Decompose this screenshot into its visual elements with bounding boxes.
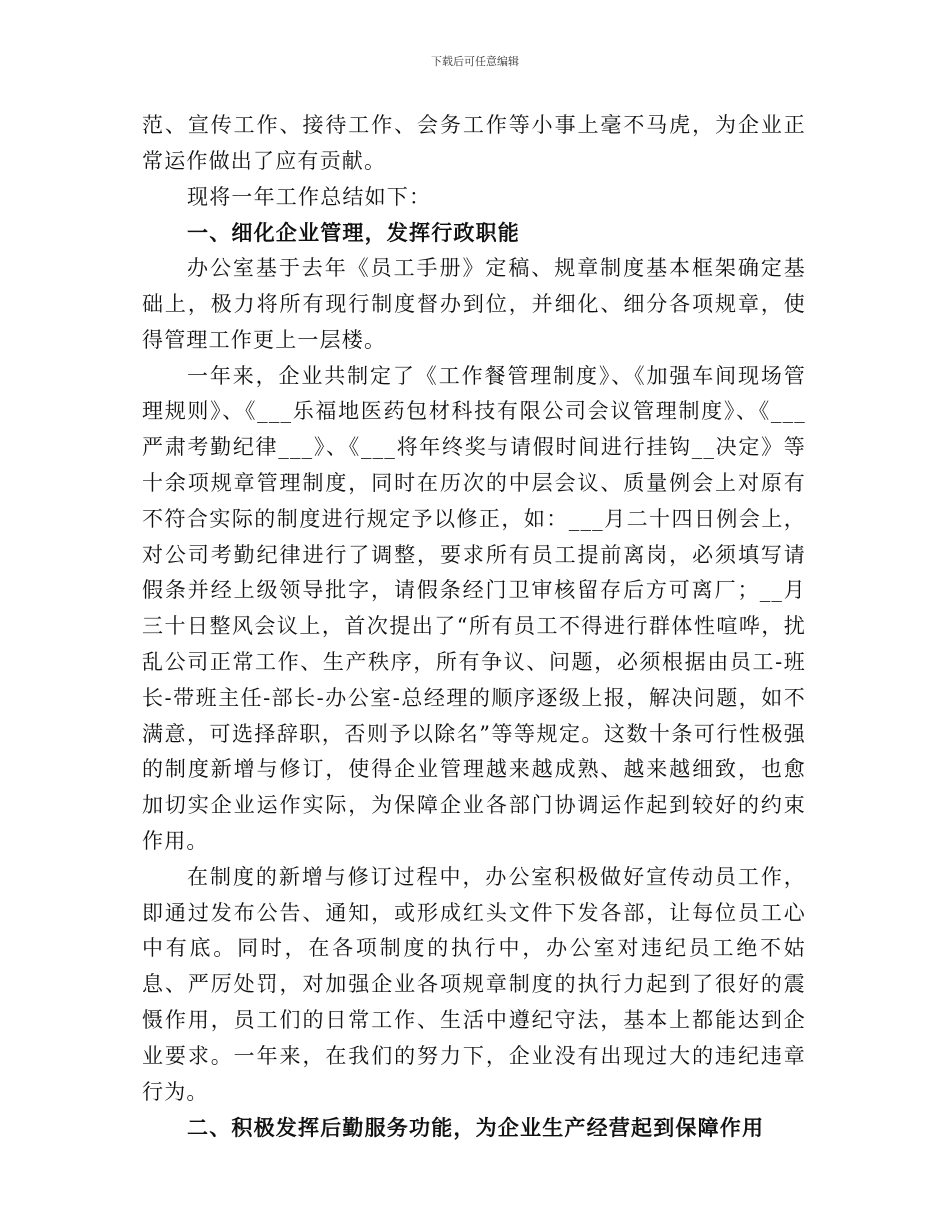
paragraph-intro: 现将一年工作总结如下： (187, 184, 432, 209)
page-header: 下载后可任意编辑 (431, 55, 519, 68)
section-heading-1: 一、细化企业管理，发挥行政职能 (187, 220, 520, 246)
paragraph-continuation: 范、宣传工作、接待工作、会务工作等小事上毫不马虎，为企业正常运作做出了应有贡献。 (142, 113, 806, 173)
paragraph-body: 办公室基于去年《员工手册》定稿、规章制度基本框架确定基础上，极力将所有现行制度督办到位，并细化、细分各项规章，使得管理工作更上一层楼。 (142, 256, 806, 352)
section-heading-2: 二、积极发挥后勤服务功能，为企业生产经营起到保障作用 (187, 1115, 765, 1141)
document-body (142, 108, 806, 1146)
paragraph-body: 在制度的新增与修订过程中，办公室积极做好宣传动员工作，即通过发布公告、通知，或形成红头文件下发各部，让每位员工心中有底。同时，在各项制度的执行中，办公室对违纪员工绝不姑息、严厉处罚，对加强企业各项规章制度的执行力起到了很好的震慑作用，员工们的日常工作、生活中遵纪守法，基本上都能达到企业要求。一年来，在我们的努力下，企业没有出现过大的违纪违章行为。 (142, 864, 806, 1104)
paragraph-body: 一年来，企业共制定了《工作餐管理制度》、《加强车间现场管理规则》、《___乐福地医药包材科技有限公司会议管理制度》、《___严肃考勤纪律___》、《___将年终奖与请假时间进行挂钩__决定》等十余项规章管理制度，同时在历次的中层会议、质量例会上对原有不符合实际的制度进行规定予以修正，如：___月二十四日例会上，对公司考勤纪律进行了调整，要求所有员工提前离岗，必须填写请假条并经上级领导批字，请假条经门卫审核留存后方可离厂；__月三十日整风会议上，首次提出了“所有员工不得进行群体性喧哗，扰乱公司正常工作、生产秩序，所有争议、问题，必须根据由员工-班长-带班主任-部长-办公室-总经理的顺序逐级上报，解决问题，如不满意，可选择辞职，否则予以除名”等等规定。这数十条可行性极强的制度新增与修订，使得企业管理越来越成熟、越来越细致，也愈加切实企业运作实际，为保障企业各部门协调运作起到较好的约束作用。 (142, 363, 806, 853)
